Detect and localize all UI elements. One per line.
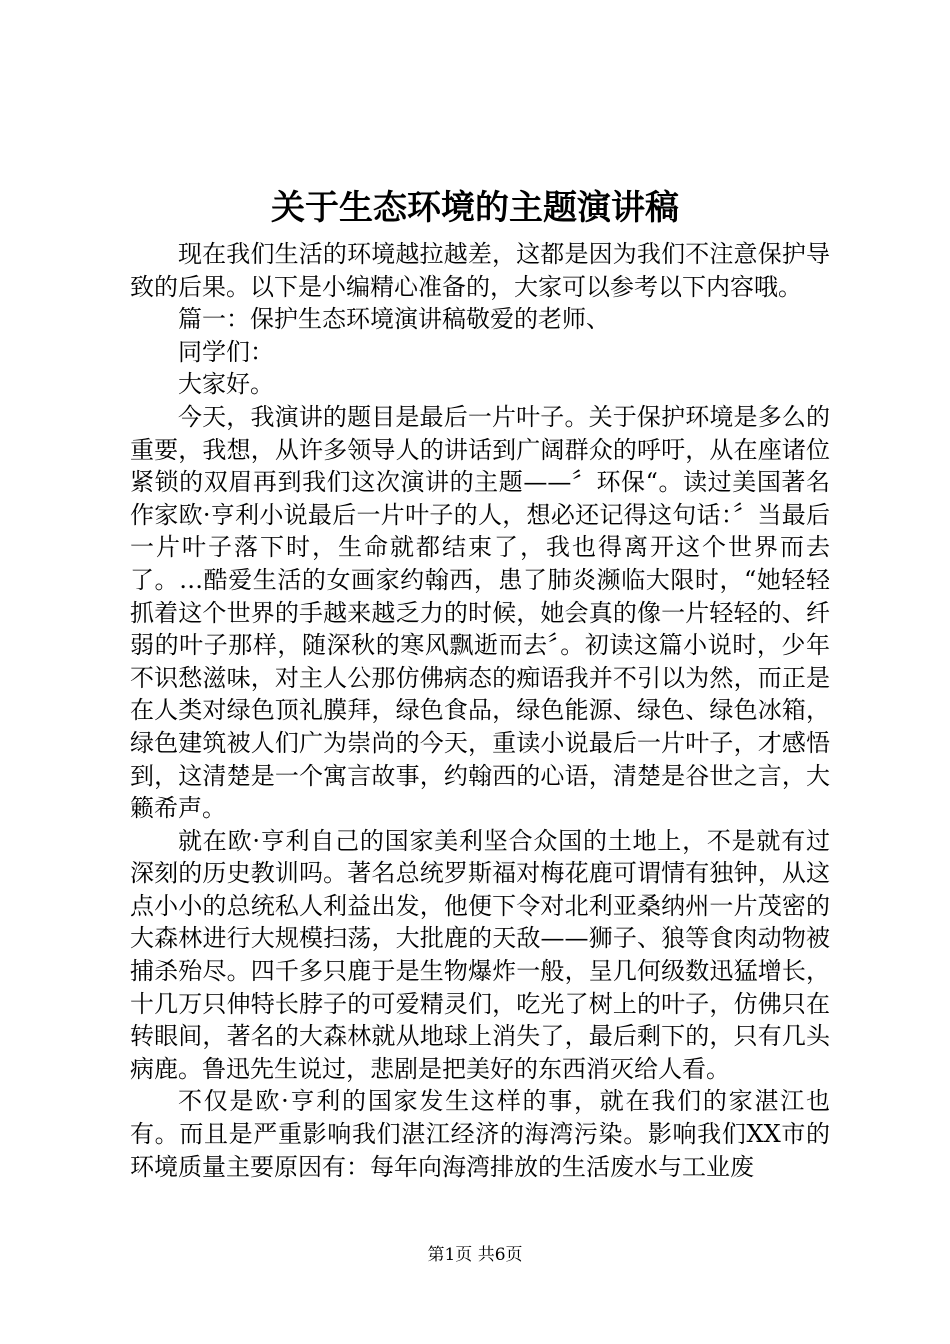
paragraph: 现在我们生活的环境越拉越差，这都是因为我们不注意保护导致的后果。以下是小编精心准备的，大家可以参考以下内容哦。 xyxy=(130,240,830,301)
paragraph: 今天，我演讲的题目是最后一片叶子。关于保护环境是多么的重要，我想，从许多领导人的讲话到广阔群众的呼吁，从在座诸位紧锁的双眉再到我们这次演讲的主题——〞环保“。读过美国著名作家欧·亨利小说最后一片叶子的人，想必还记得这句话：〞当最后一片叶子落下时，生命就都结束了，我也得离开这个世界而去了。…酷爱生活的女画家约翰西，患了肺炎濒临大限时，“她轻轻抓着这个世界的手越来越乏力的时候，她会真的像一片轻轻的、纤弱的叶子那样，随深秋的寒风飘逝而去〞。初读这篇小说时，少年不识愁滋味，对主人公那仿佛病态的痴语我并不引以为然，而正是在人类对绿色顶礼膜拜，绿色食品，绿色能源、绿色、绿色冰箱，绿色建筑被人们广为崇尚的今天，重读小说最后一片叶子，才感悟到，这清楚是一个寓言故事，约翰西的心语，清楚是谷世之言，大籁希声。 xyxy=(130,402,830,823)
paragraph: 篇一：保护生态环境演讲稿敬爱的老师、 xyxy=(178,305,610,334)
paragraph: 就在欧·亨利自己的国家美利坚合众国的土地上，不是就有过深刻的历史教训吗。著名总统罗斯福对梅花鹿可谓情有独钟，从这点小小的总统私人利益出发，他便下令对北利亚桑纳州一片茂密的大森林进行大规模扫荡，大批鹿的天敌——狮子、狼等食肉动物被捕杀殆尽。四千多只鹿于是生物爆炸一般，呈几何级数迅猛增长，十几万只伸特长脖子的可爱精灵们，吃光了树上的叶子，仿佛只在转眼间，著名的大森林就从地球上消失了，最后剩下的，只有几头病鹿。鲁迅先生说过，悲剧是把美好的东西消灭给人看。 xyxy=(130,826,830,1083)
paragraph: 同学们： xyxy=(178,337,274,366)
paragraph: 大家好。 xyxy=(178,370,274,399)
document-body xyxy=(130,238,830,1183)
paragraph: 不仅是欧·亨利的国家发生这样的事，就在我们的家湛江也有。而且是严重影响我们湛江经济的海湾污染。影响我们XX市的环境质量主要原因有：每年向海湾排放的生活废水与工业废 xyxy=(130,1087,830,1181)
page-title: 关于生态环境的主题演讲稿 xyxy=(271,188,679,228)
page-footer: 第1页 共6页 xyxy=(427,1245,523,1265)
